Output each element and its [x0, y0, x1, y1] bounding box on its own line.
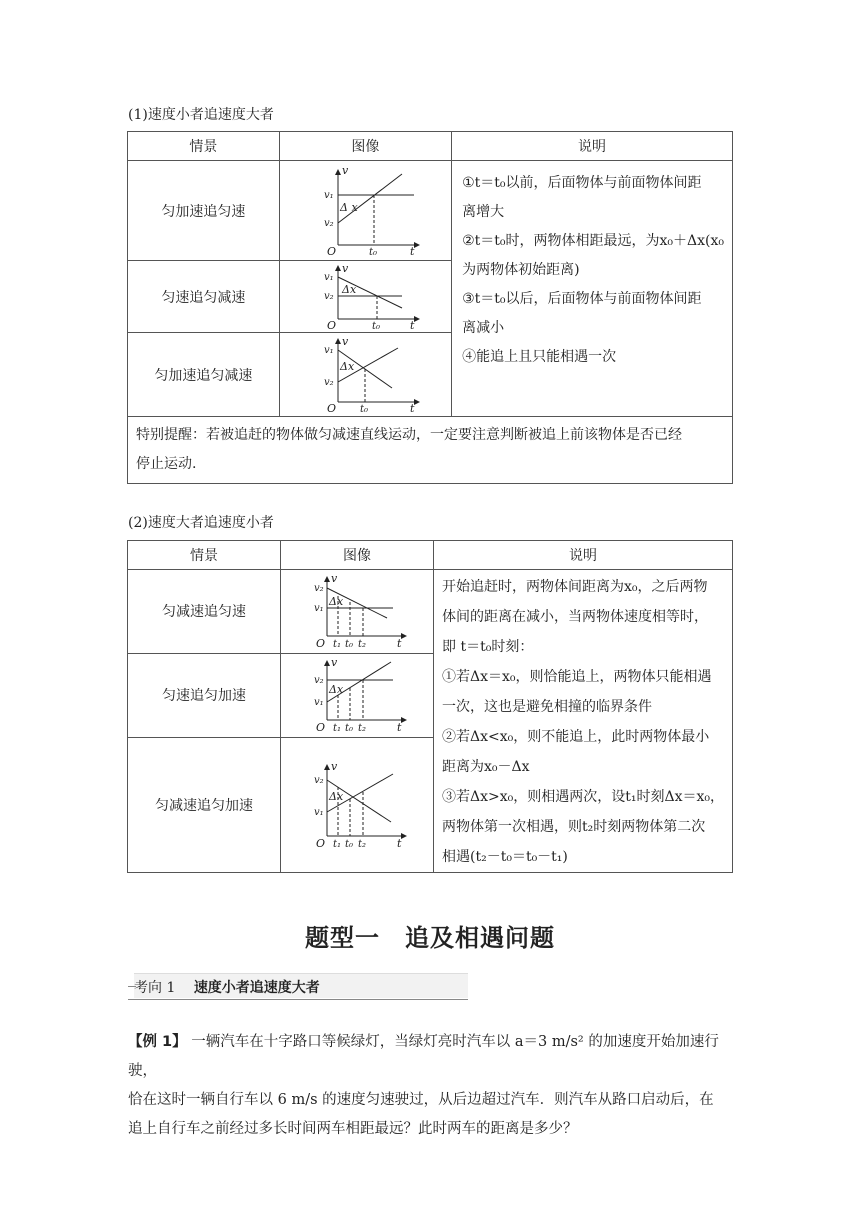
header-scene: 情景: [128, 541, 281, 570]
axis-v: v: [342, 335, 349, 348]
label-v1: v₁: [324, 344, 335, 356]
note-line: 开始追赶时，两物体间距离为x₀，之后两物: [442, 579, 708, 595]
header-notes: 说明: [452, 132, 733, 161]
vt-graph-const-vs-accel: [305, 658, 409, 732]
note-line: ②若Δx<x₀，则不能追上，此时两物体最小: [442, 729, 710, 745]
note-line: ④能追上且只能相遇一次: [462, 349, 617, 365]
label-dx: Δ x: [340, 200, 359, 214]
note-line: 体间的距离在减小，当两物体速度相等时，: [442, 609, 708, 625]
subhead-title: 速度小者追速度大者: [193, 980, 320, 996]
note-line: 即 t＝t₀时刻：: [442, 639, 534, 655]
label-dx: Δx: [340, 359, 355, 373]
vt-graph-const-vs-decel: [310, 263, 420, 331]
axis-t: t: [397, 637, 402, 649]
vt-graph-decel-vs-const: [305, 574, 409, 648]
main-title: 题型一 追及相遇问题: [305, 924, 555, 952]
label-v2: v₂: [314, 583, 324, 595]
graph-cell: [281, 653, 434, 737]
header-graph: 图像: [281, 541, 434, 570]
graph-cell: [279, 161, 451, 261]
label-v1: v₁: [324, 271, 335, 283]
label-dx: Δx: [329, 683, 344, 697]
label-v2: v₂: [324, 376, 335, 388]
origin: O: [327, 401, 337, 414]
scene-label: 匀减速追匀速: [128, 570, 281, 654]
example-text: 一辆汽车在十字路口等候绿灯，当绿灯亮时汽车以 a＝3 m/s² 的加速度开始加速行驶，: [128, 1034, 719, 1079]
graph-cell: [281, 570, 434, 654]
tip-line: 特别提醒：若被追赶的物体做匀减速直线运动，一定要注意判断被追上前该物体是否已经: [136, 427, 682, 443]
example-line: [128, 1028, 738, 1086]
origin: O: [316, 721, 326, 733]
example-tag: 【例 1】: [128, 1034, 187, 1050]
label-t0: t₀: [345, 723, 354, 733]
example-line: 追上自行车之前经过多长时间两车相距最远？此时两车的距离是多少？: [128, 1121, 578, 1137]
note-line: 一次，这也是避免相撞的临界条件: [442, 699, 652, 715]
graph-cell: [279, 261, 451, 333]
note-line: 两物体第一次相遇，则t₂时刻两物体第二次: [442, 819, 706, 835]
scene-label: 匀加速追匀速: [128, 161, 280, 261]
label-t1: t₁: [333, 838, 342, 848]
origin: O: [327, 244, 337, 255]
axis-t: t: [410, 318, 415, 331]
header-notes: 说明: [434, 541, 733, 570]
label-v1: v₁: [324, 189, 335, 201]
subhead: [134, 977, 320, 997]
graph-cell: [281, 737, 434, 873]
label-t1: t₁: [333, 639, 342, 649]
label-v2: v₂: [324, 217, 335, 229]
header-scene: 情景: [128, 132, 280, 161]
label-t0: t₀: [345, 838, 354, 848]
note-line: 离增大: [462, 204, 505, 220]
axis-v: v: [331, 658, 338, 670]
scene-label: 匀减速追匀加速: [128, 737, 281, 873]
example-line: 恰在这时一辆自行车以 6 m/s 的速度匀速驶过，从后边超过汽车．则汽车从路口启动后，在: [128, 1092, 714, 1108]
axis-t: t: [410, 401, 415, 414]
example-paragraph: [128, 1028, 738, 1144]
scene-label: 匀速追匀加速: [128, 653, 281, 737]
section1-heading: (1)速度小者追速度大者: [128, 107, 274, 123]
label-t0: t₀: [369, 246, 378, 255]
axis-t: t: [410, 244, 415, 255]
label-t2: t₂: [358, 639, 367, 649]
origin: O: [327, 318, 337, 331]
label-v2: v₂: [324, 290, 335, 302]
label-v2: v₂: [314, 675, 324, 687]
note-line: ②t＝t₀时，两物体相距最远，为x₀＋Δx(x₀: [462, 233, 724, 249]
vt-graph-accel-vs-const: [310, 167, 420, 255]
scene-label: 匀速追匀减速: [128, 261, 280, 333]
special-reminder: [128, 417, 733, 484]
label-v1: v₁: [314, 806, 324, 818]
header-graph: 图像: [279, 132, 451, 161]
note-line: ③若Δx>x₀，则相遇两次，设t₁时刻Δx＝x₀，: [442, 789, 724, 805]
origin: O: [316, 836, 326, 848]
vt-graph-accel-vs-decel: [310, 336, 420, 414]
note-line: ①t＝t₀以前，后面物体与前面物体间距: [462, 175, 702, 191]
axis-v: v: [342, 166, 349, 177]
tip-line: 停止运动.: [136, 456, 197, 472]
label-t0: t₀: [360, 403, 369, 414]
note-line: 为两物体初始距离): [462, 262, 580, 278]
subhead-kicker: 考向 1: [134, 980, 176, 996]
axis-v: v: [342, 262, 349, 275]
label-t2: t₂: [358, 723, 367, 733]
table-fast-chases-slow: [127, 540, 733, 873]
note-line: ①若Δx＝x₀，则恰能追上，两物体只能相遇: [442, 669, 712, 685]
label-t1: t₁: [333, 723, 342, 733]
graph-cell: [279, 333, 451, 417]
note-line: 离减小: [462, 320, 505, 336]
notes-cell: [434, 570, 733, 873]
origin: O: [316, 637, 326, 649]
table-slow-chases-fast: [127, 131, 733, 484]
axis-v: v: [331, 761, 338, 773]
note-line: ③t＝t₀以后，后面物体与前面物体间距: [462, 291, 702, 307]
note-line: 相遇(t₂－t₀＝t₀－t₁): [442, 849, 568, 865]
label-t0: t₀: [372, 320, 381, 331]
label-v2: v₂: [314, 774, 324, 786]
axis-t: t: [397, 721, 402, 733]
scene-label: 匀加速追匀减速: [128, 333, 280, 417]
label-t2: t₂: [358, 838, 367, 848]
label-v1: v₁: [314, 697, 324, 709]
label-dx: Δx: [329, 789, 344, 803]
label-dx: Δx: [342, 282, 357, 296]
section2-heading: (2)速度大者追速度小者: [128, 515, 274, 531]
label-v1: v₁: [314, 603, 324, 615]
note-line: 距离为x₀－Δx: [442, 759, 530, 775]
axis-t: t: [397, 836, 402, 848]
notes-cell: [452, 161, 733, 417]
vt-graph-decel-vs-accel: [305, 762, 409, 848]
label-dx: Δx: [329, 595, 344, 609]
axis-v: v: [331, 574, 338, 586]
label-t0: t₀: [345, 639, 354, 649]
